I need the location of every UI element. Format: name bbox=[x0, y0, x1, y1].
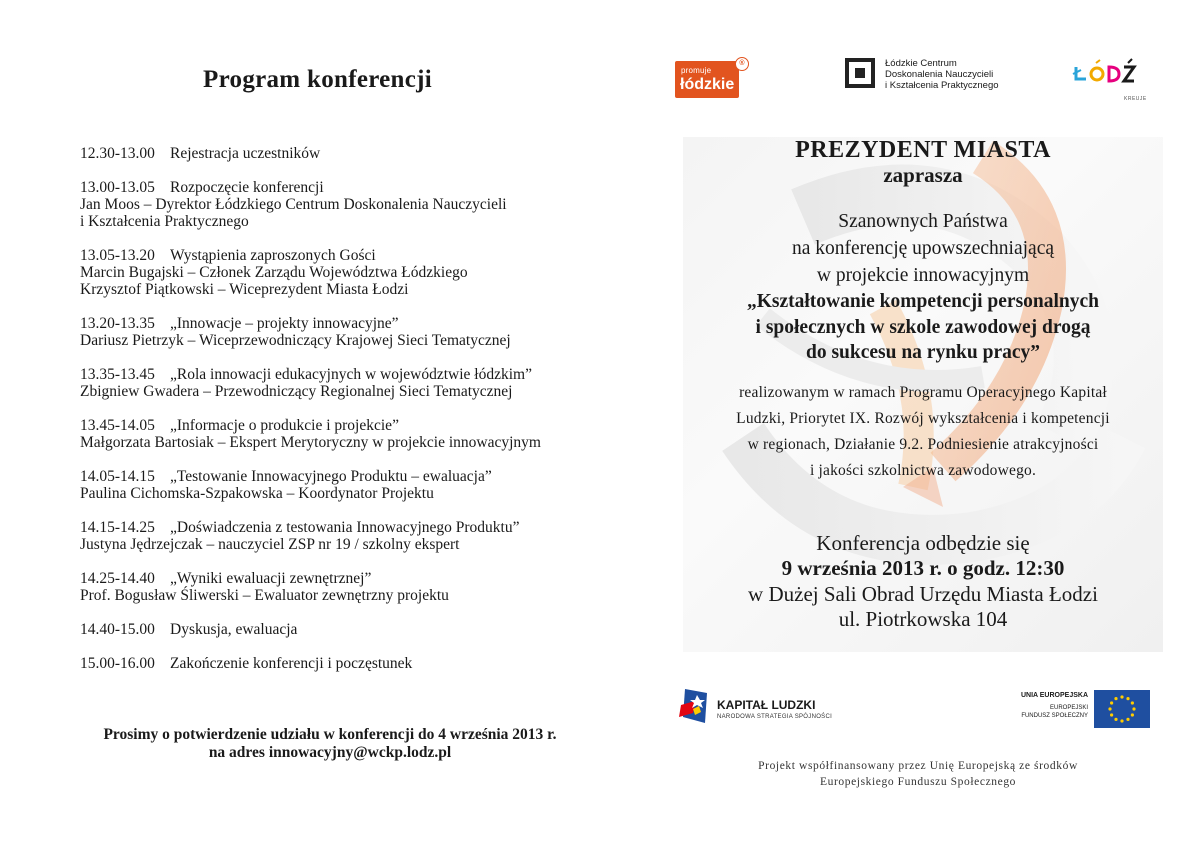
program-item-detail: Prof. Bogusław Śliwerski – Ewaluator zewnętrzny projektu bbox=[80, 587, 449, 605]
program-item-detail: i Kształcenia Praktycznego bbox=[80, 213, 249, 231]
kapital-ludzki-name: KAPITAŁ LUDZKI bbox=[717, 698, 816, 712]
program-item-heading bbox=[80, 468, 620, 485]
program-item bbox=[80, 247, 620, 299]
program-item-time: 14.05-14.15 bbox=[80, 468, 155, 486]
invitation-title: PREZYDENT MIASTA bbox=[795, 137, 1051, 163]
program-item bbox=[80, 468, 620, 502]
invitation-line: na konferencję upowszechniającą bbox=[791, 238, 1055, 259]
eu-title: UNIA EUROPEJSKA bbox=[1020, 692, 1088, 699]
lcdnikp-line: Łódzkie Centrum bbox=[885, 58, 957, 69]
eu-star bbox=[1120, 695, 1123, 698]
program-item bbox=[80, 519, 620, 553]
program-item-time: 14.25-14.40 bbox=[80, 570, 155, 588]
program-info-line: Ludzki, Priorytet IX. Rozwój wykształcenia i kompetencji bbox=[736, 409, 1110, 427]
unia-europejska-logo bbox=[1010, 690, 1150, 730]
confirmation-email-line: na adres innowacyjny@wckp.lodz.pl bbox=[208, 744, 452, 761]
eu-star bbox=[1110, 701, 1113, 704]
program-item bbox=[80, 655, 620, 672]
program-item bbox=[80, 417, 620, 451]
program-item-heading bbox=[80, 417, 620, 434]
program-info-line: w regionach, Działanie 9.2. Podniesienie atrakcyjności bbox=[747, 435, 1099, 453]
cofinance-note bbox=[683, 759, 1153, 790]
program-item bbox=[80, 179, 620, 231]
program-item-time: 13.05-13.20 bbox=[80, 247, 155, 264]
program-item-time: 12.30-13.00 bbox=[80, 145, 155, 162]
lodz-logo-icon bbox=[1072, 55, 1142, 101]
lcdnikp-logo-text bbox=[885, 58, 999, 91]
kapital-ludzki-logo bbox=[677, 683, 877, 733]
eu-star bbox=[1126, 697, 1129, 700]
program-item bbox=[80, 621, 620, 638]
lcdnikp-logo bbox=[845, 58, 1045, 98]
eu-stars-icon bbox=[1094, 690, 1150, 728]
project-title-line: i społecznych w szkole zawodowej drogą bbox=[755, 316, 1091, 338]
program-item-title: „Doświadczenia z testowania Innowacyjnego Produktu” bbox=[170, 519, 520, 537]
kapital-ludzki-flag-icon bbox=[677, 683, 713, 727]
program-item-time: 13.35-13.45 bbox=[80, 366, 155, 384]
eu-star bbox=[1120, 719, 1123, 722]
promuje-logo-small-text: promuje bbox=[681, 66, 712, 75]
program-item-title: „Testowanie Innowacyjnego Produktu – ewaluacja” bbox=[170, 468, 492, 486]
promuje-logo-mark: ® bbox=[735, 57, 749, 71]
program-item-title: „Innowacje – projekty innowacyjne” bbox=[170, 315, 399, 333]
conference-date: 9 września 2013 r. o godz. 12:30 bbox=[781, 556, 1065, 580]
confirmation-note bbox=[60, 726, 600, 762]
eu-star bbox=[1126, 718, 1129, 721]
invitation-subtitle: zaprasza bbox=[883, 163, 963, 187]
program-item-heading bbox=[80, 621, 620, 638]
program-item bbox=[80, 570, 620, 604]
eu-flag-icon bbox=[1094, 690, 1150, 728]
eu-star bbox=[1110, 713, 1113, 716]
program-item-detail: Małgorzata Bartosiak – Ekspert Merytoryczny w projekcie innowacyjnym bbox=[80, 434, 541, 452]
invitation-line: w projekcie innowacyjnym bbox=[816, 265, 1030, 286]
eu-star bbox=[1131, 701, 1134, 704]
program-item-time: 13.45-14.05 bbox=[80, 417, 155, 435]
promuje-logo-big-text: łódzkie bbox=[680, 76, 735, 93]
lcdnikp-line: Doskonalenia Nauczycieli bbox=[885, 69, 994, 80]
project-title-line: do sukcesu na rynku pracy” bbox=[805, 342, 1041, 363]
program-item-title: „Informacje o produkcie i projekcie” bbox=[170, 417, 399, 435]
program-item-detail: Paulina Cichomska-Szpakowska – Koordynator Projektu bbox=[80, 485, 434, 503]
conference-venue: w Dużej Sali Obrad Urzędu Miasta Łodzi bbox=[748, 581, 1098, 606]
eu-star bbox=[1132, 707, 1135, 710]
program-item-title: Zakończenie konferencji i poczęstunek bbox=[170, 655, 413, 672]
project-title-line: „Kształtowanie kompetencji personalnych bbox=[746, 291, 1100, 312]
program-item-time: 14.40-15.00 bbox=[80, 621, 155, 639]
program-title: Program konferencji bbox=[203, 66, 433, 93]
program-item bbox=[80, 145, 620, 162]
program-item-heading bbox=[80, 247, 620, 264]
program-item-heading bbox=[80, 315, 620, 332]
program-item-title: „Rola innowacji edukacyjnych w województwie łódzkim” bbox=[170, 366, 532, 384]
invitation-text bbox=[683, 137, 1163, 633]
program-item-detail: Zbigniew Gwadera – Przewodniczący Regionalnej Sieci Tematycznej bbox=[80, 383, 513, 401]
lodz-logo-tagline: KREUJE bbox=[1124, 96, 1147, 102]
program-item-detail: Jan Moos – Dyrektor Łódzkiego Centrum Doskonalenia Nauczycieli bbox=[80, 196, 507, 213]
program-info-line: realizowanym w ramach Programu Operacyjnego Kapitał bbox=[739, 383, 1107, 401]
eu-star bbox=[1131, 713, 1134, 716]
program-item-title: Rejestracja uczestników bbox=[170, 145, 321, 162]
program-item bbox=[80, 315, 620, 349]
program-item-title: Dyskusja, ewaluacja bbox=[170, 621, 298, 639]
program-item-detail: Marcin Bugajski – Członek Zarządu Województwa Łódzkiego bbox=[80, 264, 468, 282]
program-item-title: Rozpoczęcie konferencji bbox=[170, 178, 324, 196]
conference-when-intro: Konferencja odbędzie się bbox=[816, 530, 1030, 555]
program-item-heading bbox=[80, 570, 620, 587]
confirmation-line: Prosimy o potwierdzenie udziału w konferencji do 4 września 2013 r. bbox=[103, 726, 557, 743]
program-item-detail: Justyna Jędrzejczak – nauczyciel ZSP nr 19 / szkolny ekspert bbox=[80, 536, 460, 554]
lodz-kreuje-logo bbox=[1072, 55, 1147, 105]
program-item-heading bbox=[80, 179, 620, 196]
program-item-detail: Dariusz Pietrzyk – Wiceprzewodniczący Krajowej Sieci Tematycznej bbox=[80, 332, 511, 350]
conference-address: ul. Piotrkowska 104 bbox=[838, 607, 1008, 631]
program-item-heading bbox=[80, 366, 620, 383]
program-item-time: 13.20-13.35 bbox=[80, 315, 155, 333]
program-info-line: i jakości szkolnictwa zawodowego. bbox=[809, 461, 1037, 479]
program-item-heading bbox=[80, 519, 620, 536]
eu-fund-name bbox=[1021, 704, 1088, 720]
invitation-greeting: Szanownych Państwa bbox=[838, 211, 1008, 232]
kapital-ludzki-tagline: NARODOWA STRATEGIA SPÓJNOŚCI bbox=[717, 714, 833, 720]
eu-star bbox=[1114, 697, 1117, 700]
lcdnikp-mark-icon bbox=[845, 58, 875, 88]
eu-star bbox=[1108, 707, 1111, 710]
eu-star bbox=[1114, 718, 1117, 721]
program-item-detail: Krzysztof Piątkowski – Wiceprezydent Miasta Łodzi bbox=[80, 281, 409, 299]
lcdnikp-line: i Kształcenia Praktycznego bbox=[885, 80, 999, 91]
cofinance-line: Projekt współfinansowany przez Unię Europejską ze środków bbox=[758, 760, 1078, 772]
program-item-time: 15.00-16.00 bbox=[80, 655, 155, 672]
program-item-time: 13.00-13.05 bbox=[80, 178, 155, 196]
program-item-heading bbox=[80, 655, 620, 672]
program-item-heading bbox=[80, 145, 620, 162]
promuje-lodzkie-logo bbox=[675, 60, 745, 98]
eu-fund-line: FUNDUSZ SPOŁECZNY bbox=[1021, 713, 1088, 719]
program-item-title: „Wyniki ewaluacji zewnętrznej” bbox=[170, 570, 372, 588]
program-item-time: 14.15-14.25 bbox=[80, 519, 155, 537]
program-list bbox=[80, 145, 620, 689]
cofinance-line: Europejskiego Funduszu Społecznego bbox=[819, 775, 1017, 788]
eu-fund-line: EUROPEJSKI bbox=[1049, 705, 1088, 711]
program-item bbox=[80, 366, 620, 400]
program-item-title: Wystąpienia zaproszonych Gości bbox=[170, 247, 376, 264]
